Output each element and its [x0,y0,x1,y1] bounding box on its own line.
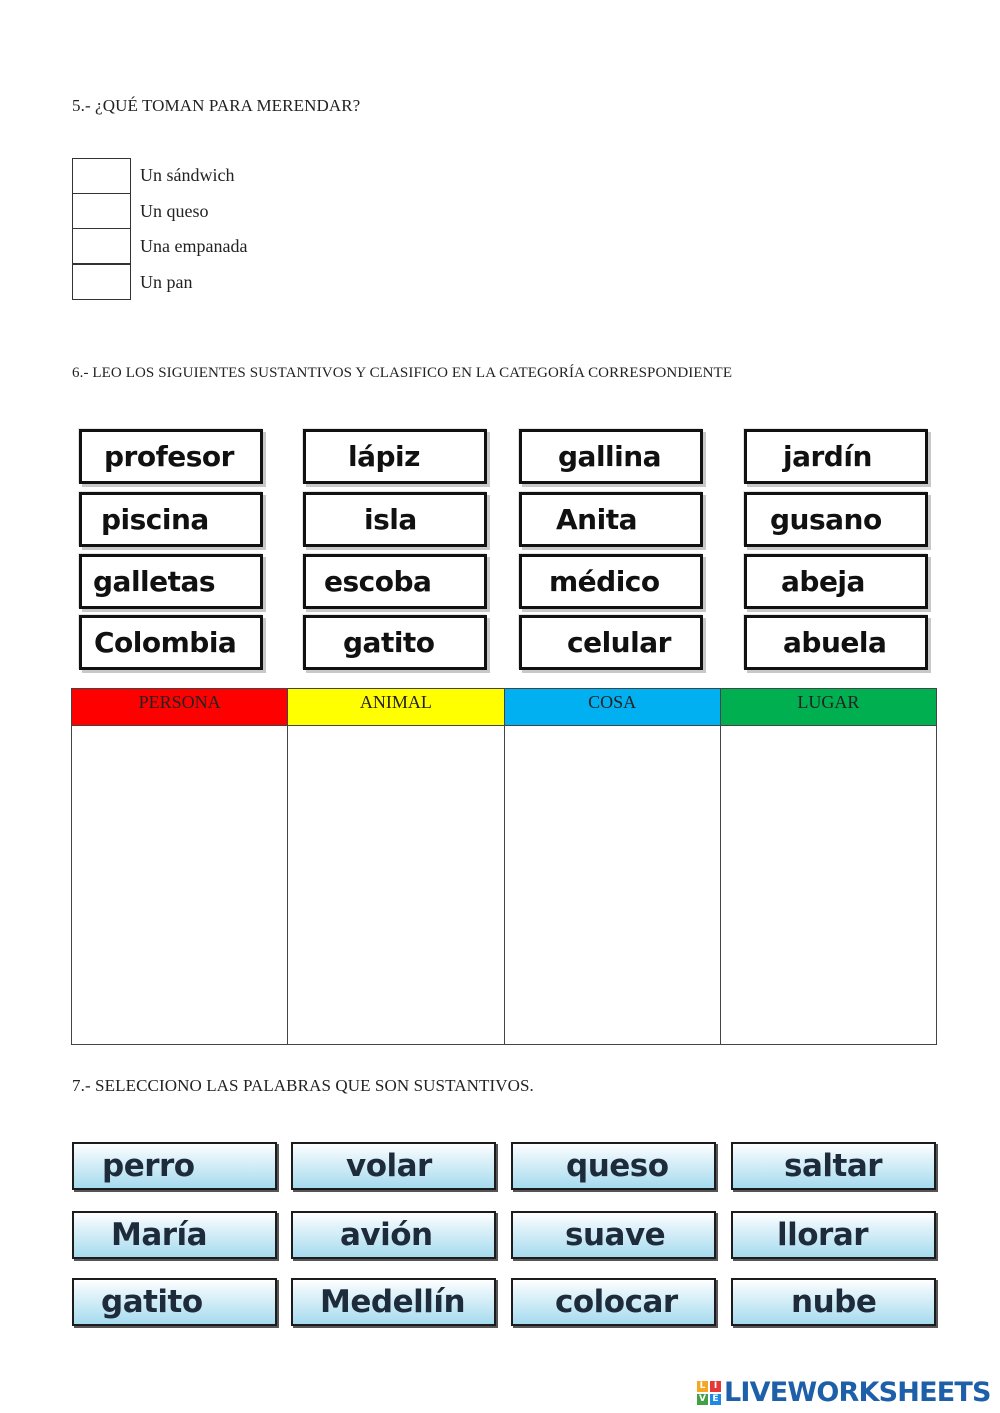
word-card[interactable]: médico [519,554,703,609]
category-column-cosa [505,689,721,1044]
word-card[interactable]: gusano [744,492,928,547]
category-header: COSA [505,689,720,726]
word-card[interactable]: Anita [519,492,703,547]
word-card[interactable]: gallina [519,429,703,484]
word-button[interactable]: avión [291,1211,496,1259]
option-row [72,194,247,230]
drop-zone-lugar[interactable] [721,726,936,1044]
word-button[interactable]: gatito [72,1278,277,1326]
word-card[interactable]: jardín [744,429,928,484]
word-card[interactable]: Colombia [79,615,263,670]
word-card[interactable]: abuela [744,615,928,670]
liveworksheets-logo [697,1377,991,1408]
word-button[interactable]: María [72,1211,277,1259]
category-column-lugar [721,689,936,1044]
drop-zone-cosa[interactable] [505,726,720,1044]
option-checkbox[interactable] [72,264,131,300]
question-7-title: 7.- SELECCIONO LAS PALABRAS QUE SON SUSTANTIVOS. [72,1076,534,1095]
logo-mark-letter: L [697,1381,708,1392]
category-header: ANIMAL [288,689,503,726]
word-button[interactable]: colocar [511,1278,716,1326]
word-button[interactable]: Medellín [291,1278,496,1326]
word-button[interactable]: nube [731,1278,936,1326]
option-row [72,229,247,265]
option-checkbox[interactable] [72,158,131,194]
option-row [72,265,247,301]
category-header: LUGAR [721,689,936,726]
word-button[interactable]: perro [72,1142,277,1190]
word-button[interactable]: llorar [731,1211,936,1259]
category-column-persona [72,689,288,1044]
option-label: Un pan [140,271,193,292]
logo-mark-letter: V [697,1394,708,1405]
word-card[interactable]: celular [519,615,703,670]
option-row [72,158,247,194]
option-checkbox[interactable] [72,193,131,229]
option-checkbox[interactable] [72,228,131,264]
drop-zone-animal[interactable] [288,726,503,1044]
option-label: Una empanada [140,236,248,257]
word-card[interactable]: piscina [79,492,263,547]
drop-zone-persona[interactable] [72,726,287,1044]
option-label: Un sándwich [140,165,235,186]
category-column-animal [288,689,504,1044]
word-button[interactable]: volar [291,1142,496,1190]
word-card[interactable]: lápiz [303,429,487,484]
question-6-title: 6.- LEO LOS SIGUIENTES SUSTANTIVOS Y CLASIFICO EN LA CATEGORÍA CORRESPONDIENTE [72,365,733,381]
word-button[interactable]: suave [511,1211,716,1259]
option-label: Un queso [140,200,209,221]
liveworksheets-logo-icon [697,1381,721,1405]
word-card[interactable]: abeja [744,554,928,609]
brand-name: LIVEWORKSHEETS [724,1377,991,1408]
word-card[interactable]: isla [303,492,487,547]
question-5-title: 5.- ¿QUÉ TOMAN PARA MERENDAR? [72,96,361,115]
logo-mark-letter: I [710,1381,721,1392]
question-5-options [72,158,247,300]
category-header: PERSONA [72,689,287,726]
word-card[interactable]: escoba [303,554,487,609]
word-card[interactable]: profesor [79,429,263,484]
word-button[interactable]: saltar [731,1142,936,1190]
classification-table [71,688,937,1045]
word-card[interactable]: galletas [79,554,263,609]
word-card[interactable]: gatito [303,615,487,670]
logo-mark-letter: E [710,1394,721,1405]
word-button[interactable]: queso [511,1142,716,1190]
